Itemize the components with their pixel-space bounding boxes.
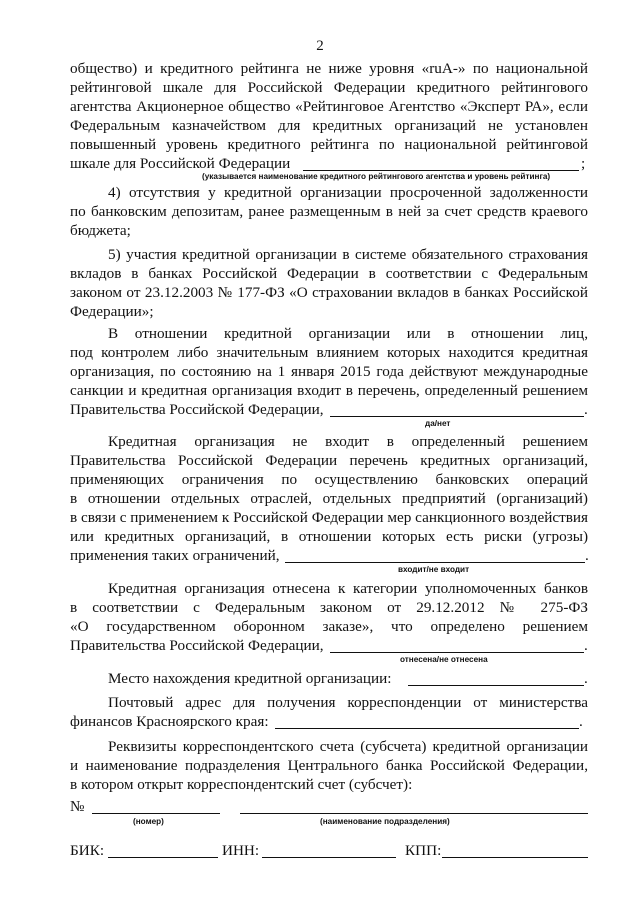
restrict-answer-field[interactable]: [285, 562, 585, 563]
sanctions-line5: Правительства Российской Федерации,: [70, 401, 324, 418]
location-label: Место нахождения кредитной организации:: [108, 670, 392, 687]
bik-field[interactable]: [108, 857, 218, 858]
sanctions-line3: организация, по состоянию на 1 января 2015 года действуют международные: [70, 363, 588, 380]
authorized-line2: в соответствии с Федеральным законом от 29.12.2012 № 275-ФЗ: [70, 599, 588, 616]
account-number-field[interactable]: [92, 813, 220, 814]
authorized-line1: Кредитная организация отнесена к категории уполномоченных банков: [108, 580, 588, 597]
postal-field[interactable]: [275, 728, 579, 729]
account-number-symbol: №: [70, 798, 85, 815]
item5-line2: вкладов в банках Российской Федерации в соответствии с Федеральным: [70, 265, 588, 282]
sanctions-line2: под контролем либо значительным влиянием которых находится кредитная: [70, 344, 588, 361]
authorized-answer-field[interactable]: [330, 652, 584, 653]
kpp-label: КПП:: [405, 842, 442, 859]
restrict-line7: применения таких ограничений,: [70, 547, 280, 564]
inn-field[interactable]: [262, 857, 396, 858]
sanctions-line4: санкции и кредитная организация входит в перечень, определенный решением: [70, 382, 588, 399]
item4-line2: по банковским депозитам, ранее размещенным в ней за счет средств краевого: [70, 203, 588, 220]
para1-line5: повышенный уровень кредитного рейтинга по национальной рейтинговой: [70, 136, 588, 153]
authorized-line3: «О государственном оборонном заказе», что определено решением: [70, 618, 588, 635]
inn-label: ИНН:: [222, 842, 260, 859]
kpp-field[interactable]: [442, 857, 588, 858]
para1-line4: Федеральным казначейством для кредитных организаций не установлен: [70, 117, 588, 134]
item4-line1: 4) отсутствия у кредитной организации просроченной задолженности: [108, 184, 588, 201]
bik-label: БИК:: [70, 842, 105, 859]
sanctions-line5-end: .: [584, 401, 588, 418]
sanctions-note: да/нет: [425, 419, 451, 428]
sanctions-answer-field[interactable]: [330, 416, 584, 417]
item5-line3: законом от 23.12.2003 № 177-ФЗ «О страховании вкладов в банках Российской: [70, 284, 588, 301]
postal-line2: финансов Красноярского края:: [70, 713, 269, 730]
requisites-line2: и наименование подразделения Центрального банка Российской Федерации,: [70, 757, 588, 774]
requisites-line1: Реквизиты корреспондентского счета (субсчета) кредитной организации: [108, 738, 588, 755]
sanctions-line1: В отношении кредитной организации или в отношении лиц,: [108, 325, 588, 342]
restrict-line7-end: .: [585, 547, 589, 564]
location-end: .: [584, 670, 588, 687]
authorized-line4: Правительства Российской Федерации,: [70, 637, 324, 654]
postal-line1: Почтовый адрес для получения корреспонденции от министерства: [108, 694, 588, 711]
location-field[interactable]: [408, 685, 584, 686]
restrict-line4: в отношении отдельных отраслей, отдельных предприятий (организаций): [70, 490, 588, 507]
page-number: 2: [316, 38, 324, 54]
division-name-field[interactable]: [240, 813, 588, 814]
item5-line4: Федерации»;: [70, 303, 154, 320]
authorized-note: отнесена/не отнесена: [400, 655, 488, 664]
para1-line6-end: ;: [581, 155, 586, 172]
restrict-line6: или кредитных организаций, в отношении которых есть риски (угрозы): [70, 528, 588, 545]
item4-line3: бюджета;: [70, 222, 131, 239]
para1-line2: рейтинговой шкале для Российской Федерации кредитного рейтингового: [70, 79, 588, 96]
division-note: (наименование подразделения): [320, 817, 450, 826]
para1-line6: шкале для Российской Федерации: [70, 155, 291, 172]
item5-line1: 5) участия кредитной организации в системе обязательного страхования: [108, 246, 588, 263]
restrict-line2: Правительства Российской Федерации перечень кредитных организаций,: [70, 452, 588, 469]
restrict-line3: применяющих ограничения по осуществлению банковских операций: [70, 471, 588, 488]
postal-line2-end: .: [579, 713, 583, 730]
requisites-line3: в котором открыт корреспондентский счет (субсчет):: [70, 776, 413, 793]
para1-line1: общество) и кредитного рейтинга не ниже уровня «ruA-» по национальной: [70, 60, 588, 77]
rating-agency-field[interactable]: [303, 170, 579, 171]
restrict-line1: Кредитная организация не входит в определенный решением: [108, 433, 588, 450]
authorized-line4-end: .: [584, 637, 588, 654]
restrict-line5: в связи с применением к Российской Федерации мер санкционного воздействия: [70, 509, 588, 526]
rating-agency-note: (указывается наименование кредитного рейтингового агентства и уровень рейтинга): [202, 172, 551, 181]
para1-line3: агентства Акционерное общество «Рейтинговое Агентство «Эксперт РА», если: [70, 98, 588, 115]
number-note: (номер): [133, 817, 164, 826]
restrict-note: входит/не входит: [398, 565, 470, 574]
